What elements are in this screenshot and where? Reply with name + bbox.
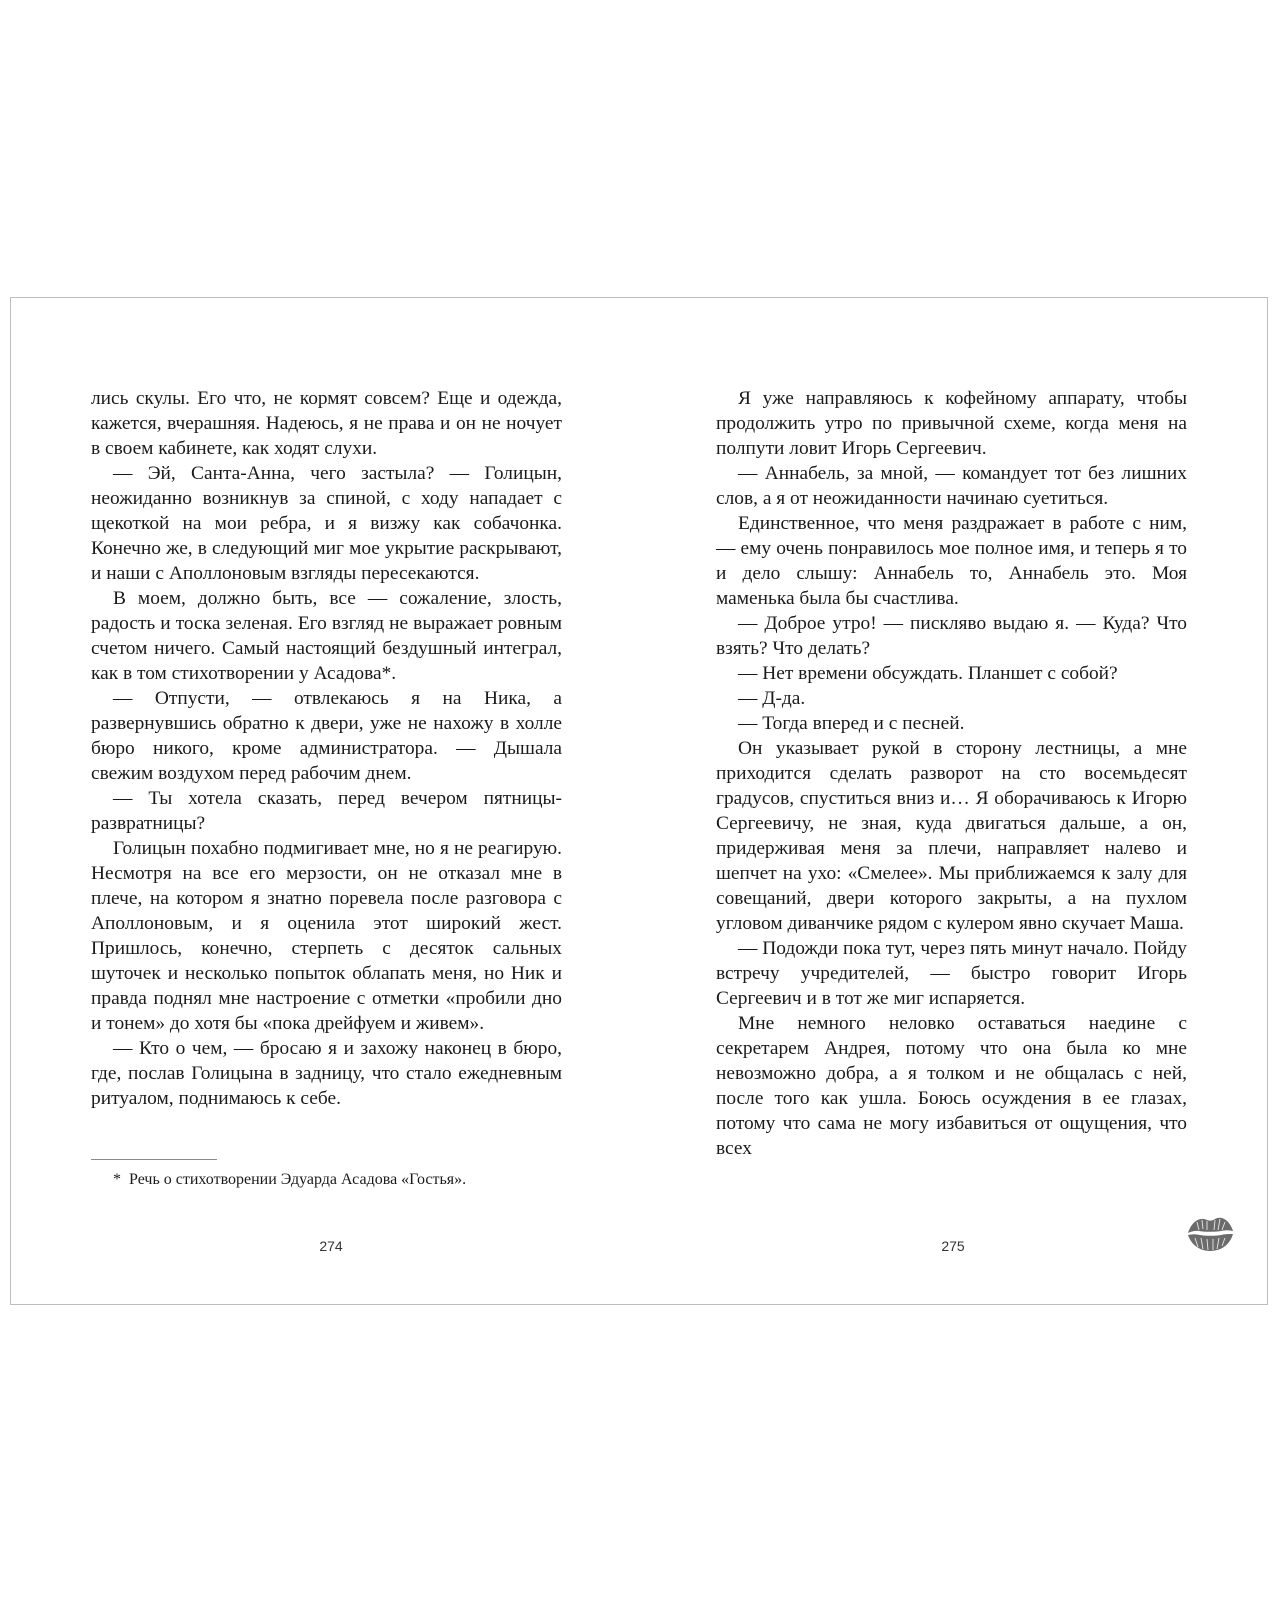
paragraph: — Эй, Санта-Анна, чего застыла? — Голицын, неожиданно возникнув за спиной, с ходу нападает с щекоткой на мои ребра, и я визжу как собачонка. Конечно же, в следующий миг мое укрытие раскрывают, и наши с Аполлоновым взгляды пересекаются. (91, 463, 562, 584)
book-spread (10, 297, 1268, 1305)
paragraph: — Ты хотела сказать, перед вечером пятницы-развратницы? (91, 788, 562, 834)
paragraph: Он указывает рукой в сторону лестницы, а мне приходится сделать разворот на сто восемьдесят градусов, спуститься вниз и… Я оборачиваюсь к Игорю Сергеевичу, не зная, куда двигаться дальше, а он, придерживая меня за плечи, направляет налево и шепчет на ухо: «Смелее». Мы приближаемся к залу для совещаний, двери которого закрыты, а на пухлом угловом диванчике рядом с кулером явно скучает Маша. (716, 738, 1187, 934)
paragraph: — Аннабель, за мной, — командует тот без лишних слов, а я от неожиданности начинаю суетиться. (716, 463, 1187, 509)
footnote-divider (91, 1159, 217, 1160)
paragraph: — Подожди пока тут, через пять минут начало. Пойду встречу учредителей, — быстро говорит Игорь Сергеевич и в тот же миг испаряется. (716, 938, 1187, 1009)
left-page (11, 298, 640, 1304)
page-number-right: 275 (941, 1238, 965, 1254)
right-page (640, 298, 1269, 1304)
paragraph: — Нет времени обсуждать. Планшет с собой? (738, 663, 1118, 684)
paragraph: — Доброе утро! — пискляво выдаю я. — Куда? Что взять? Что делать? (716, 613, 1187, 659)
footnote (113, 1170, 573, 1190)
paragraph: — Д-да. (738, 688, 806, 709)
footnote-mark: * (113, 1171, 121, 1188)
paragraph: В моем, должно быть, все — сожаление, злость, радость и тоска зеленая. Его взгляд не выражает ровным счетом ничего. Самый настоящий бездушный интеграл, как в том стихотворении у Асадова*. (91, 588, 562, 684)
paragraph: — Кто о чем, — бросаю я и захожу наконец в бюро, где, послав Голицына в задницу, что стало ежедневным ритуалом, поднимаюсь к себе. (91, 1038, 562, 1109)
paragraph: Единственное, что меня раздражает в работе с ним, — ему очень понравилось мое полное имя, и теперь я то и дело слышу: Аннабель то, Аннабель это. Моя маменька была бы счастлива. (716, 513, 1187, 609)
paragraph: Мне немного неловко оставаться наедине с секретарем Андрея, потому что она была ко мне невозможно добра, а я толком и не общалась с ней, после того как ушла. Боюсь осуждения в ее глазах, потому что сама не могу избавиться от ощущения, что всех (716, 1013, 1187, 1159)
paragraph: Я уже направляюсь к кофейному аппарату, чтобы продолжить утро по привычной схеме, когда меня на полпути ловит Игорь Сергеевич. (716, 388, 1187, 459)
paragraph: Голицын похабно подмигивает мне, но я не реагирую. Несмотря на все его мерзости, он не отказал мне в плече, на котором я знатно поревела после разговора с Аполлоновым, и я оценила этот широкий жест. Пришлось, конечно, стерпеть с десяток сальных шуточек и несколько попыток облапать меня, но Ник и правда поднял мне настроение с отметки «пробили дно и тонем» до хотя бы «пока дрейфуем и живем». (91, 838, 562, 1034)
paragraph: — Тогда вперед и с песней. (738, 713, 965, 734)
right-page-text (716, 386, 1187, 1161)
paragraph: — Отпусти, — отвлекаюсь я на Ника, а развернувшись обратно к двери, уже не нахожу в холле бюро никого, кроме администратора. — Дышала свежим воздухом перед рабочим днем. (91, 688, 562, 784)
left-page-text (91, 386, 562, 1111)
paragraph: лись скулы. Его что, не кормят совсем? Еще и одежда, кажется, вчерашняя. Надеюсь, я не права и он не ночует в своем кабинете, как ходят слухи. (91, 388, 562, 459)
page-number-left: 274 (319, 1238, 343, 1254)
kiss-mark-icon (1185, 1211, 1235, 1255)
footnote-text: Речь о стихотворении Эдуарда Асадова «Гостья». (129, 1171, 467, 1188)
